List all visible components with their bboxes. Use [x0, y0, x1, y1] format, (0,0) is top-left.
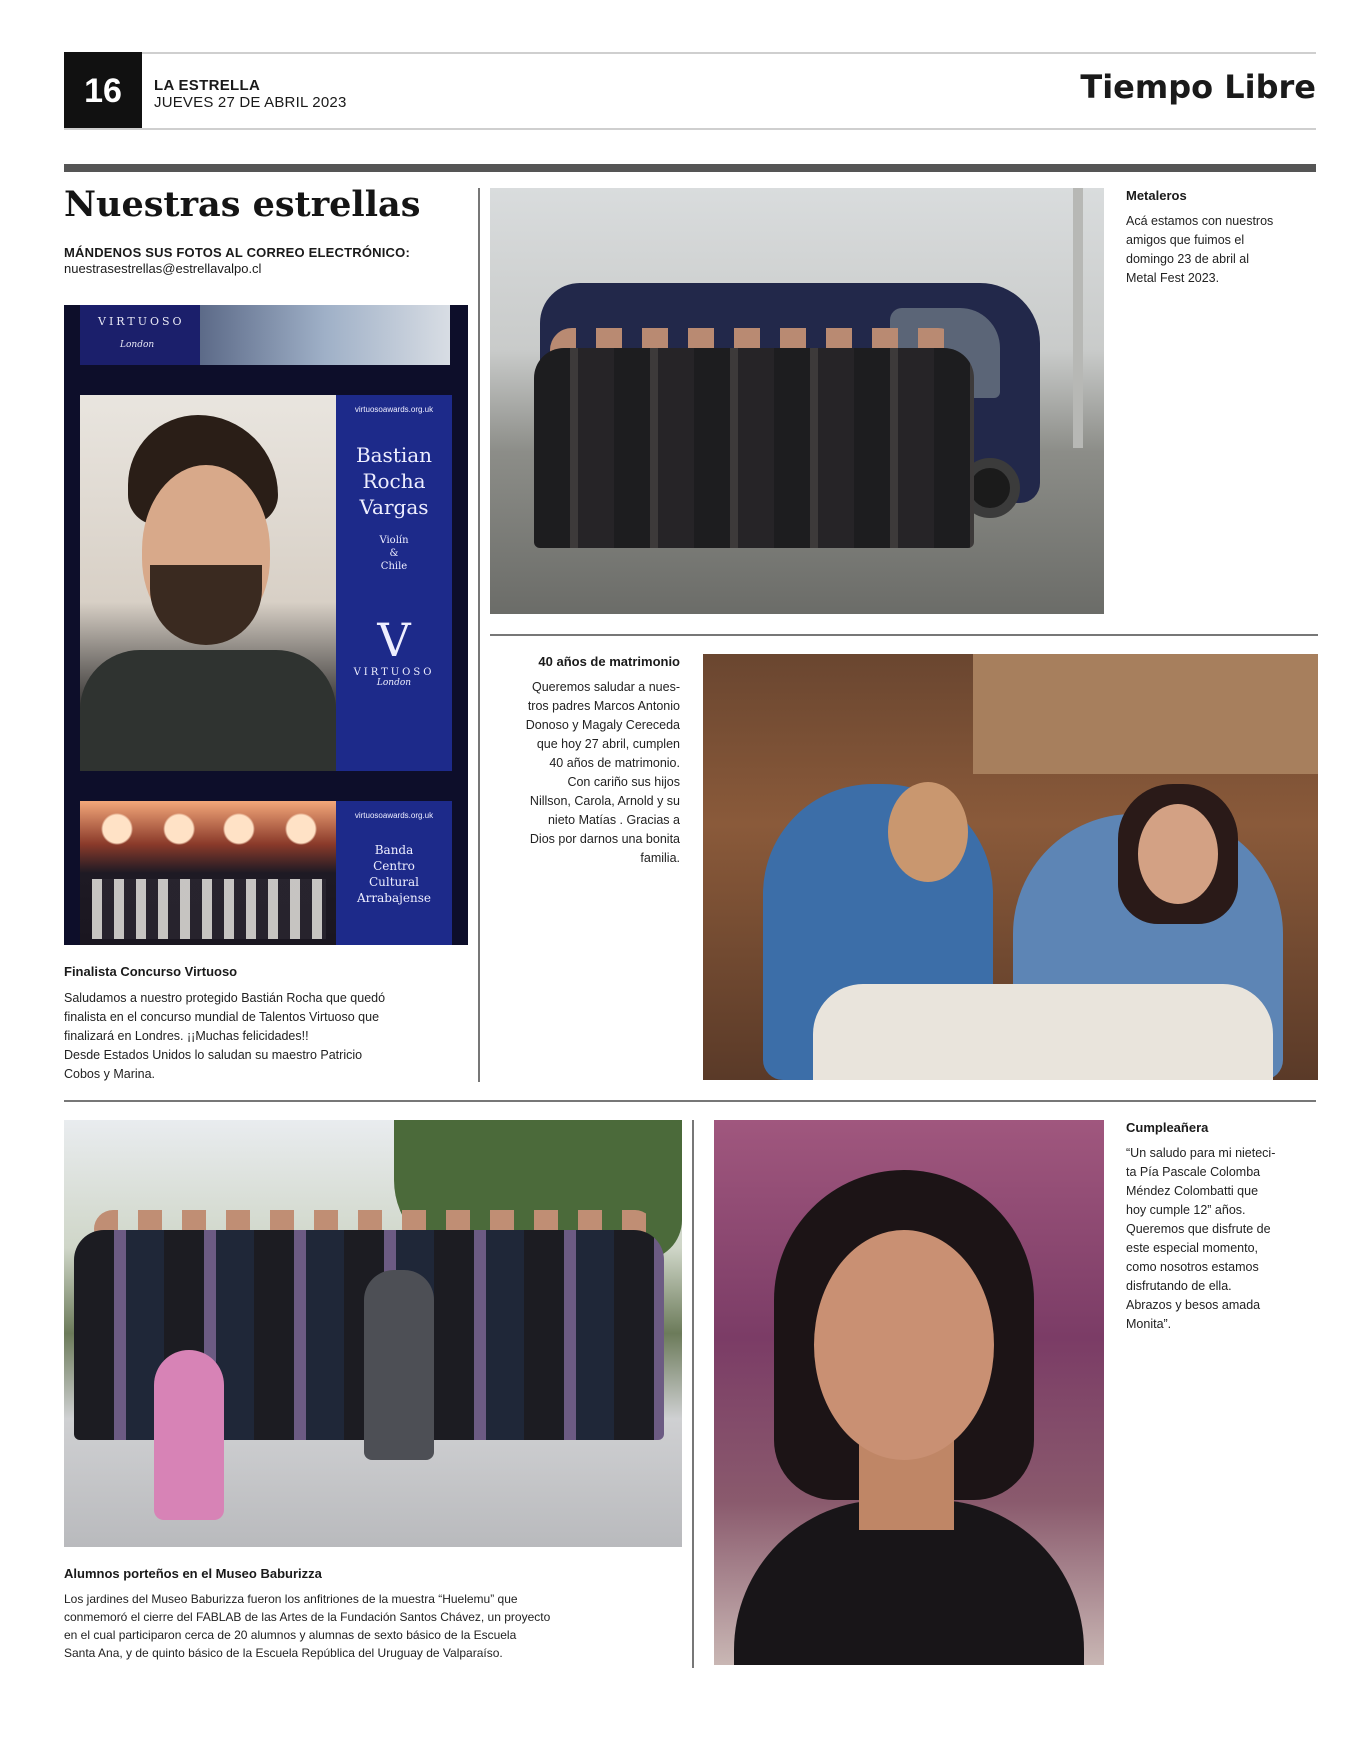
museo-photo [64, 1120, 682, 1547]
virtuoso-poster [64, 305, 468, 945]
portrait-photo [80, 395, 336, 771]
virtuoso-title: Finalista Concurso Virtuoso [64, 964, 238, 979]
virtuoso-body: Saludamos a nuestro protegido Bastián Rocha que quedó finalista en el concurso mundial de Talentos Virtuoso que finalizará en Londres. ¡¡Muchas felicidades!! Desde Estados Unidos lo saludan su maestro Patricio Cobos y Marina. [64, 991, 386, 1081]
mail-address: nuestrasestrellas@estrellavalpo.cl [64, 261, 262, 276]
row-divider-middle [64, 1100, 1316, 1102]
band-photo [80, 801, 336, 945]
cumpleanera-title: Cumpleañera [1126, 1120, 1209, 1135]
matrimonio-body: Queremos saludar a nues- tros padres Marcos Antonio Donoso y Magaly Cereceda que hoy 27 abril, cumplen 40 años de matrimonio. Con cariño sus hijos Nillson, Carola, Arnold y su nieto Matías . Gracias a Dios por darnos una bonita familia. [525, 680, 680, 865]
section-rule [64, 164, 1316, 172]
column-title: Nuestras estrellas [64, 184, 421, 225]
cumpleanera-body: “Un saludo para mi nieteci- ta Pía Pascale Colomba Méndez Colombatti que hoy cumple 12” años. Queremos que disfrute de este especial momento, como nosotros estamos disfrutando de ella. Abrazos y besos amada Monita”. [1126, 1146, 1276, 1331]
header-bottom-rule [64, 128, 1316, 130]
page-number: 16 [64, 52, 142, 130]
band-url: virtuosoawards.org.uk [354, 811, 434, 820]
metaleros-title: Metaleros [1126, 188, 1187, 203]
newspaper-name: LA ESTRELLA [154, 77, 261, 94]
header-top-rule [64, 52, 1316, 54]
metaleros-photo [490, 188, 1104, 614]
poster-logo-word: VIRTUOSO [353, 667, 435, 678]
poster-top-logo-city: London [120, 340, 155, 350]
poster-url: virtuosoawards.org.uk [354, 405, 434, 414]
virtuoso-logo-icon: V [377, 613, 411, 667]
poster-logo-city: London [376, 678, 412, 688]
poster-top-banner [80, 305, 450, 365]
band-name: Banda Centro Cultural Arrabajense [357, 843, 431, 905]
matrimonio-title: 40 años de matrimonio [538, 654, 680, 669]
poster-name: Bastian Rocha Vargas [355, 443, 433, 519]
issue-date: JUEVES 27 DE ABRIL 2023 [154, 94, 347, 111]
column-divider-bottom [692, 1120, 694, 1668]
band-panel [336, 801, 452, 945]
cumpleanera-photo [714, 1120, 1104, 1665]
column-divider [478, 188, 480, 1082]
museo-body: Los jardines del Museo Baburizza fueron los anfitriones de la muestra “Huelemu” que conmemoró el cierre del FABLAB de las Artes de la Fundación Santos Chávez, un proyecto en el cual participaron cerca de 20 alumnos y alumnas de sexto básico de la Escuela Santa Ana, y de quinto básico de la Escuela República del Uruguay de Valparaíso. [64, 1592, 551, 1660]
poster-name-panel [336, 395, 452, 771]
poster-top-logo: VIRTUOSO [98, 315, 185, 328]
museo-title: Alumnos porteños en el Museo Baburizza [64, 1566, 322, 1581]
section-title: Tiempo Libre [1080, 68, 1316, 106]
row-divider-top [490, 634, 1318, 636]
mail-label: MÁNDENOS SUS FOTOS AL CORREO ELECTRÓNICO: [64, 245, 410, 260]
poster-instrument: Violín & Chile [379, 535, 409, 572]
matrimonio-photo [703, 654, 1318, 1080]
metaleros-body: Acá estamos con nuestros amigos que fuimos el domingo 23 de abril al Metal Fest 2023. [1126, 214, 1274, 285]
